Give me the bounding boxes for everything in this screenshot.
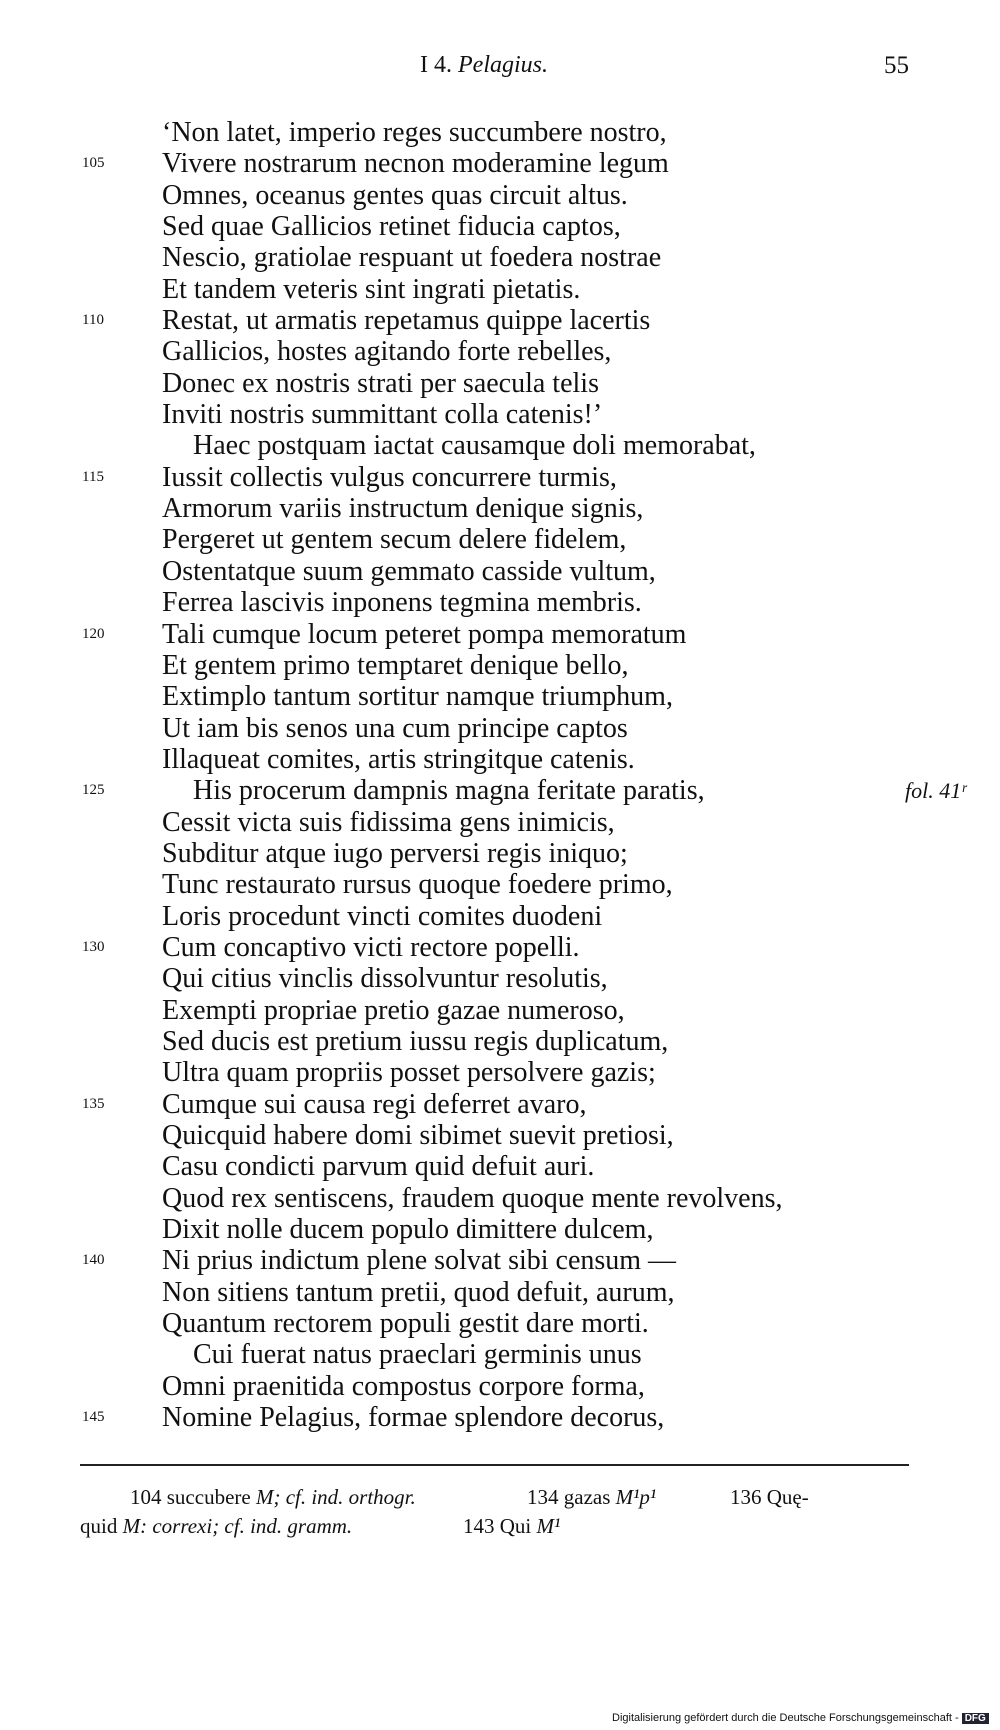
footnote-rule [80, 1464, 909, 1466]
verse-text-line: Illaqueat comites, artis stringitque catenis. [162, 743, 635, 775]
verse-text-line: Subditur atque iugo perversi regis iniquo; [162, 837, 628, 869]
verse-line [0, 1339, 1000, 1370]
folio-marginal-note: fol. 41ʳ [905, 778, 967, 804]
line-number: 105 [82, 155, 105, 172]
verse-line [0, 1308, 1000, 1339]
verse-line [0, 368, 1000, 399]
verse-line [0, 462, 1000, 493]
verse-line [0, 148, 1000, 179]
apparatus-notes [80, 1483, 930, 1541]
note-line [80, 1512, 930, 1541]
verse-line [0, 744, 1000, 775]
verse-line [0, 242, 1000, 273]
page-header [0, 52, 1000, 92]
verse-line [0, 995, 1000, 1026]
verse-text-line: Cessit victa suis fidissima gens inimicis, [162, 806, 615, 838]
verse-text-line: Dixit nolle ducem populo dimittere dulcem, [162, 1214, 654, 1246]
verse-text-line: Gallicios, hostes agitando forte rebelles, [162, 336, 612, 368]
verse-text-line: Iussit collectis vulgus concurrere turmis, [162, 461, 617, 493]
verse-text-line: Ut iam bis senos una cum principe captos [162, 712, 628, 744]
verse-line [0, 1120, 1000, 1151]
verse-text-line: Qui citius vinclis dissolvuntur resolutis, [162, 963, 608, 995]
credit-text: Digitalisierung gefördert durch die Deutsche Forschungsgemeinschaft - [612, 1712, 959, 1724]
verse-line [0, 963, 1000, 994]
verse-line [0, 117, 1000, 148]
verse-text-line: Omni praenitida compostus corpore forma, [162, 1370, 645, 1402]
verse-text-line: Cum concaptivo victi rectore popelli. [162, 931, 580, 963]
verse-line [0, 1026, 1000, 1057]
verse-text-line: His procerum dampnis magna feritate paratis, [193, 775, 705, 807]
verse-text-line: Ultra quam propriis posset persolvere gazis; [162, 1057, 656, 1089]
verse-line [0, 399, 1000, 430]
verse-line [0, 1151, 1000, 1182]
verse-line [0, 869, 1000, 900]
verse-line [0, 1183, 1000, 1214]
verse-line [0, 775, 1000, 806]
verse-text-line: Ferrea lascivis inponens tegmina membris. [162, 587, 642, 619]
verse-text-line: Omnes, oceanus gentes quas circuit altus. [162, 179, 628, 211]
dfg-logo: DFG [962, 1713, 989, 1724]
verse-line [0, 305, 1000, 336]
verse-text-line: Tunc restaurato rursus quoque foedere primo, [162, 869, 673, 901]
note-134: 134 gazas M¹p¹ [527, 1485, 657, 1509]
line-number: 125 [82, 782, 105, 799]
verse-line [0, 1371, 1000, 1402]
line-number: 110 [82, 312, 104, 329]
verse-text-line: Et gentem primo temptaret denique bello, [162, 649, 629, 681]
verse-text-line: Quod rex sentiscens, fraudem quoque mente revolvens, [162, 1182, 783, 1214]
verse-line [0, 681, 1000, 712]
verse-line [0, 556, 1000, 587]
verse-text-line: Tali cumque locum peteret pompa memoratum [162, 618, 687, 650]
verse-line [0, 1089, 1000, 1120]
running-title-name: Pelagius. [458, 52, 548, 78]
verse-line [0, 274, 1000, 305]
verse-text-line: Inviti nostris summittant colla catenis!’ [162, 399, 603, 431]
verse-text-line: Nomine Pelagius, formae splendore decorus, [162, 1402, 665, 1434]
verse-line [0, 1214, 1000, 1245]
note-136-cont: quid M: correxi; cf. ind. gramm. [80, 1514, 353, 1538]
verse-text-line: Armorum variis instructum denique signis, [162, 493, 644, 525]
verse-text-line: Donec ex nostris strati per saecula telis [162, 367, 599, 399]
note-104: 104 succubere M; cf. ind. orthogr. [130, 1485, 416, 1509]
verse-text-line: Casu condicti parvum quid defuit auri. [162, 1151, 595, 1183]
verse-line [0, 493, 1000, 524]
verse-line [0, 1402, 1000, 1433]
verse-text-line: Quicquid habere domi sibimet suevit pretiosi, [162, 1120, 674, 1151]
line-number: 115 [82, 468, 104, 485]
verse-text-line: Loris procedunt vincti comites duodeni [162, 900, 603, 932]
verse-text-line: Extimplo tantum sortitur namque triumphum, [162, 681, 673, 713]
verse-text [0, 117, 1000, 1433]
verse-text-line: Quantum rectorem populi gestit dare morti. [162, 1308, 649, 1340]
page-number: 55 [884, 52, 909, 79]
line-number: 120 [82, 625, 105, 642]
verse-line [0, 1057, 1000, 1088]
line-number: 140 [82, 1252, 105, 1269]
verse-line [0, 180, 1000, 211]
verse-text-line: Sed quae Gallicios retinet fiducia captos, [162, 211, 621, 243]
verse-line [0, 524, 1000, 555]
line-number: 135 [82, 1095, 105, 1112]
running-title [420, 52, 548, 79]
running-title-section: I 4. [420, 52, 458, 78]
verse-line [0, 838, 1000, 869]
verse-line [0, 807, 1000, 838]
verse-text-line: Et tandem veteris sint ingrati pietatis. [162, 273, 581, 305]
verse-text-line: Sed ducis est pretium iussu regis duplicatum, [162, 1025, 669, 1057]
verse-line [0, 901, 1000, 932]
verse-text-line: Cui fuerat natus praeclari germinis unus [193, 1339, 642, 1371]
note-143: 143 Qui M¹ [463, 1514, 561, 1538]
verse-line [0, 713, 1000, 744]
verse-line [0, 1245, 1000, 1276]
verse-text-line: Non sitiens tantum pretii, quod defuit, aurum, [162, 1276, 675, 1308]
verse-line [0, 336, 1000, 367]
verse-text-line: Cumque sui causa regi deferret avaro, [162, 1088, 587, 1120]
note-136: 136 Quę- [730, 1485, 809, 1509]
verse-line [0, 619, 1000, 650]
verse-text-line: Haec postquam iactat causamque doli memorabat, [193, 430, 756, 462]
verse-text-line: Restat, ut armatis repetamus quippe lacertis [162, 305, 651, 337]
line-number: 130 [82, 938, 105, 955]
line-number: 145 [82, 1409, 105, 1426]
verse-text-line: ‘Non latet, imperio reges succumbere nostro, [162, 117, 667, 148]
verse-line [0, 211, 1000, 242]
verse-text-line: Ni prius indictum plene solvat sibi censum — [162, 1245, 677, 1277]
verse-line [0, 430, 1000, 461]
verse-text-line: Vivere nostrarum necnon moderamine legum [162, 148, 669, 180]
verse-text-line: Nescio, gratiolae respuant ut foedera nostrae [162, 242, 662, 274]
verse-text-line: Exempti propriae pretio gazae numeroso, [162, 994, 625, 1026]
note-line [80, 1483, 930, 1512]
verse-line [0, 932, 1000, 963]
verse-line [0, 650, 1000, 681]
verse-text-line: Ostentatque suum gemmato casside vultum, [162, 555, 656, 587]
verse-line [0, 587, 1000, 618]
digitization-credit [612, 1712, 989, 1724]
verse-text-line: Pergeret ut gentem secum delere fidelem, [162, 524, 627, 556]
verse-line [0, 1277, 1000, 1308]
